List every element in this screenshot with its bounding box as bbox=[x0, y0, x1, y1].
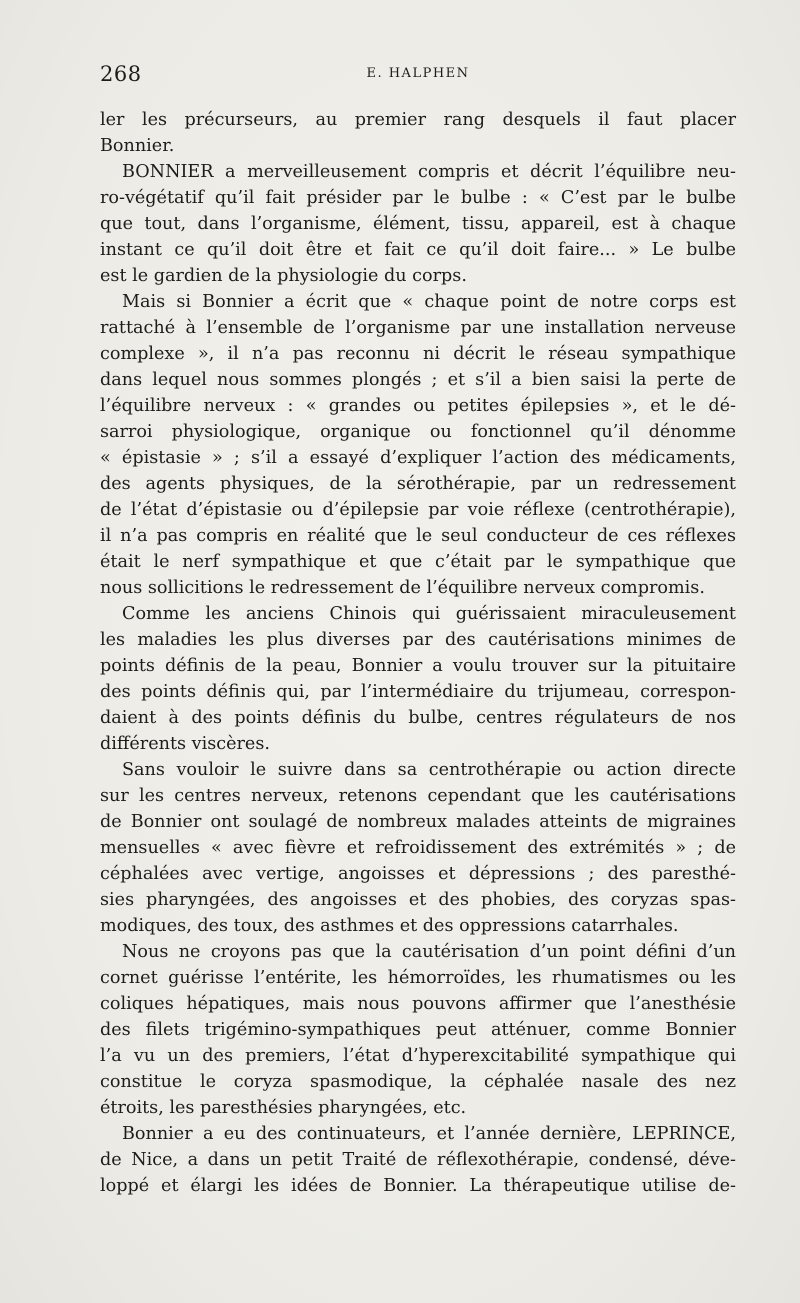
text-line: constitue le coryza spasmodique, la céphalée nasale des nez bbox=[100, 1072, 736, 1092]
text-line: que tout, dans l’organisme, élément, tissu, appareil, est à chaque bbox=[100, 214, 736, 234]
text-line: de Nice, a dans un petit Traité de réflexothérapie, condensé, déve- bbox=[100, 1150, 736, 1170]
text-line: Sans vouloir le suivre dans sa centrothérapie ou action directe bbox=[122, 760, 736, 780]
page-header bbox=[100, 62, 736, 92]
text-line: ler les précurseurs, au premier rang desquels il faut placer bbox=[100, 110, 736, 130]
text-line: Comme les anciens Chinois qui guérissaient miraculeusement bbox=[122, 604, 736, 624]
text-line: mensuelles « avec fièvre et refroidissement des extrémités » ; de bbox=[100, 838, 736, 858]
text-line: de l’état d’épistasie ou d’épilepsie par voie réflexe (centrothérapie), bbox=[100, 500, 736, 520]
running-head: E. HALPHEN bbox=[366, 66, 470, 81]
text-line: différents viscères. bbox=[100, 734, 270, 754]
text-line: sur les centres nerveux, retenons cependant que les cautérisations bbox=[100, 786, 736, 806]
text-line: des filets trigémino-sympathiques peut atténuer, comme Bonnier bbox=[100, 1020, 736, 1040]
text-line: cornet guérisse l’entérite, les hémorroïdes, les rhumatismes ou les bbox=[100, 968, 736, 988]
body-text bbox=[100, 107, 736, 1199]
text-line: des agents physiques, de la sérothérapie, par un redressement bbox=[100, 474, 736, 494]
text-line: modiques, des toux, des asthmes et des oppressions catarrhales. bbox=[100, 916, 679, 936]
text-line: nous sollicitions le redressement de l’équilibre nerveux compromis. bbox=[100, 578, 705, 598]
text-line: les maladies les plus diverses par des cautérisations minimes de bbox=[100, 630, 736, 650]
text-line: instant ce qu’il doit être et fait ce qu’il doit faire... » Le bulbe bbox=[100, 240, 736, 260]
page-number: 268 bbox=[100, 62, 142, 86]
text-line: dans lequel nous sommes plongés ; et s’il a bien saisi la perte de bbox=[100, 370, 736, 390]
text-line: Bonnier. bbox=[100, 136, 175, 156]
text-line: ro-végétatif qu’il fait présider par le bulbe : « C’est par le bulbe bbox=[100, 188, 736, 208]
text-line: « épistasie » ; s’il a essayé d’expliquer l’action des médicaments, bbox=[100, 448, 736, 468]
text-line: était le nerf sympathique et que c’était par le sympathique que bbox=[100, 552, 736, 572]
text-line: sarroi physiologique, organique ou fonctionnel qu’il dénomme bbox=[100, 422, 736, 442]
text-line: de Bonnier ont soulagé de nombreux malades atteints de migraines bbox=[100, 812, 736, 832]
text-line: il n’a pas compris en réalité que le seul conducteur de ces réflexes bbox=[100, 526, 736, 546]
text-line: BONNIER a merveilleusement compris et décrit l’équilibre neu- bbox=[122, 162, 736, 182]
text-line: points définis de la peau, Bonnier a voulu trouver sur la pituitaire bbox=[100, 656, 736, 676]
text-line: Nous ne croyons pas que la cautérisation d’un point défini d’un bbox=[122, 942, 736, 962]
text-line: des points définis qui, par l’intermédiaire du trijumeau, correspon- bbox=[100, 682, 736, 702]
text-line: sies pharyngées, des angoisses et des phobies, des coryzas spas- bbox=[100, 890, 736, 910]
text-line: complexe », il n’a pas reconnu ni décrit le réseau sympathique bbox=[100, 344, 736, 364]
text-line: l’équilibre nerveux : « grandes ou petites épilepsies », et le dé- bbox=[100, 396, 736, 416]
text-line: daient à des points définis du bulbe, centres régulateurs de nos bbox=[100, 708, 736, 728]
text-line: étroits, les paresthésies pharyngées, etc. bbox=[100, 1098, 467, 1118]
text-line: Bonnier a eu des continuateurs, et l’année dernière, LEPRINCE, bbox=[122, 1124, 736, 1144]
text-line: coliques hépatiques, mais nous pouvons affirmer que l’anesthésie bbox=[100, 994, 736, 1014]
text-line: rattaché à l’ensemble de l’organisme par une installation nerveuse bbox=[100, 318, 736, 338]
text-line: l’a vu un des premiers, l’état d’hyperexcitabilité sympathique qui bbox=[100, 1046, 736, 1066]
text-line: céphalées avec vertige, angoisses et dépressions ; des paresthé- bbox=[100, 864, 736, 884]
text-line: loppé et élargi les idées de Bonnier. La thérapeutique utilise de- bbox=[100, 1176, 736, 1196]
text-line: Mais si Bonnier a écrit que « chaque point de notre corps est bbox=[122, 292, 736, 312]
text-line: est le gardien de la physiologie du corps. bbox=[100, 266, 467, 286]
